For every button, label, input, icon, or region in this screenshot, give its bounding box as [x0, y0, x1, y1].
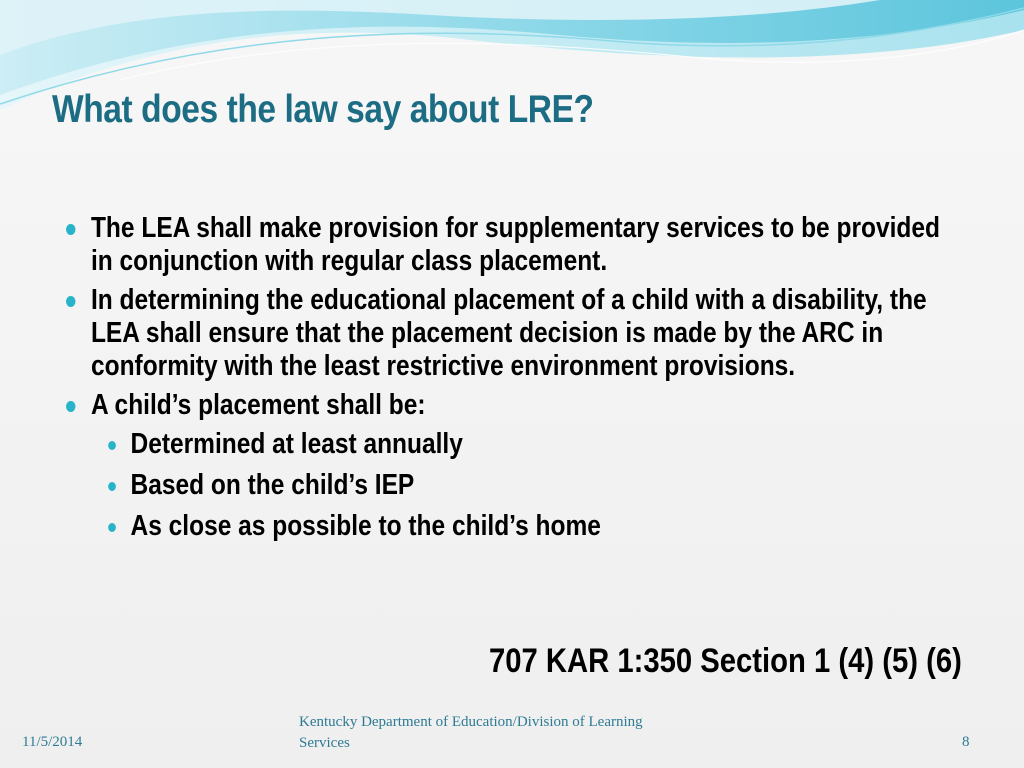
- sub-bullet-list: [60, 428, 954, 543]
- footer-date: 11/5/2014: [22, 734, 83, 750]
- bullet-list: [60, 212, 954, 551]
- sub-bullet-group: [60, 428, 954, 543]
- sub-bullet-text: Determined at least annually: [130, 428, 463, 460]
- bullet-text: The LEA shall make provision for supplementary services to be provided in conjunction with regular class placement.: [90, 212, 940, 277]
- citation-text: 707 KAR 1:350 Section 1 (4) (5) (6): [489, 642, 962, 680]
- bullet-icon: [66, 296, 75, 307]
- footer-department: Kentucky Department of Education/Division of Learning Services: [299, 714, 643, 751]
- bullet-item: [60, 389, 954, 422]
- sub-bullet-text: As close as possible to the child’s home: [130, 510, 601, 542]
- sub-bullet-icon: [108, 482, 116, 491]
- sub-bullet-item: [101, 428, 954, 461]
- bullet-text: In determining the educational placement of a child with a disability, the LEA shall ensure that the placement decision is made by the ARC in conformity with the least restrictive environment provisions.: [90, 284, 927, 382]
- bullet-item: [60, 212, 954, 278]
- bullet-icon: [66, 224, 75, 235]
- sub-bullet-item: [101, 469, 954, 502]
- bullet-item: [60, 284, 954, 383]
- sub-bullet-icon: [108, 523, 116, 532]
- slide-title: What does the law say about LRE?: [52, 88, 594, 131]
- sub-bullet-icon: [108, 441, 116, 450]
- bullet-icon: [66, 401, 75, 412]
- sub-bullet-item: [101, 510, 954, 543]
- bullet-text: A child’s placement shall be:: [90, 389, 426, 421]
- sub-bullet-text: Based on the child’s IEP: [130, 469, 415, 501]
- page-number: 8: [962, 734, 970, 750]
